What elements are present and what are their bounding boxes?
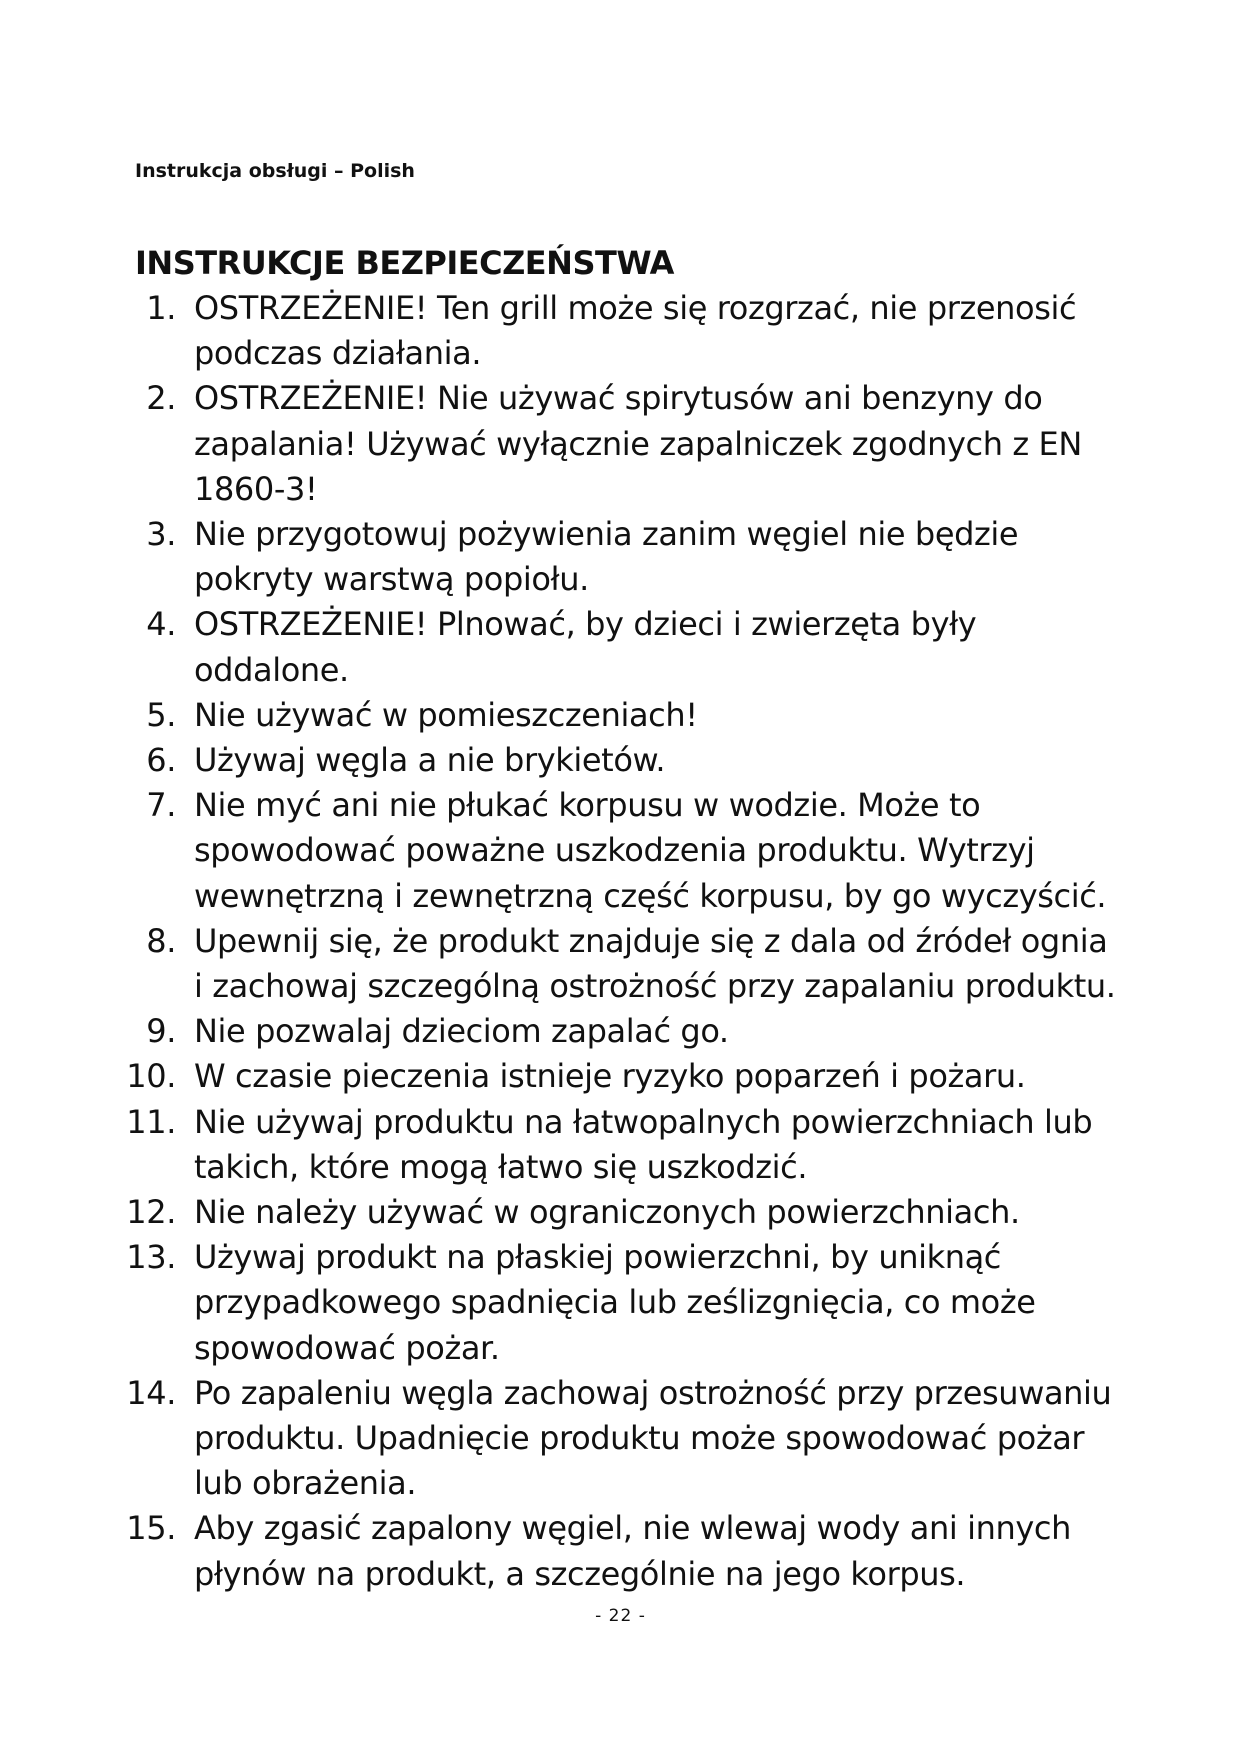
list-item-text: Aby zgasić zapalony węgiel, nie wlewaj wody ani innych płynów na produkt, a szczególnie na jego korpus. bbox=[194, 1509, 1071, 1593]
list-item-number: 5. bbox=[146, 695, 176, 734]
list-item-number: 14. bbox=[126, 1373, 176, 1412]
list-item-number: 11. bbox=[126, 1102, 176, 1141]
list-item-text: Używaj produkt na płaskiej powierzchni, by uniknąć przypadkowego spadnięcia lub ześlizgnięcia, co może spowodować pożar. bbox=[194, 1238, 1036, 1367]
list-item-text: OSTRZEŻENIE! Plnować, by dzieci i zwierzęta były oddalone. bbox=[194, 605, 977, 689]
list-item-text: Nie pozwalaj dzieciom zapalać go. bbox=[194, 1012, 729, 1051]
list-item-number: 7. bbox=[146, 786, 176, 825]
list-item bbox=[108, 1054, 1118, 1099]
list-item bbox=[108, 783, 1118, 919]
list-item-number: 10. bbox=[126, 1057, 176, 1096]
list-item-number: 13. bbox=[126, 1238, 176, 1277]
list-item-number: 12. bbox=[126, 1193, 176, 1232]
list-item-number: 6. bbox=[146, 741, 176, 780]
list-item bbox=[108, 1506, 1118, 1596]
manual-header-label: Instrukcja obsługi – Polish bbox=[135, 160, 415, 182]
list-item-number: 2. bbox=[146, 379, 176, 418]
list-item bbox=[108, 602, 1118, 692]
list-item-text: Upewnij się, że produkt znajduje się z dala od źródeł ognia i zachowaj szczególną ostrożność przy zapalaniu produktu. bbox=[194, 921, 1116, 1006]
list-item-text: Po zapaleniu węgla zachowaj ostrożność przy przesuwaniu produktu. Upadnięcie produktu może spowodować pożar lub obrażenia. bbox=[194, 1373, 1112, 1503]
list-item-text: OSTRZEŻENIE! Ten grill może się rozgrzać, nie przenosić podczas działania. bbox=[194, 289, 1077, 373]
list-item bbox=[108, 376, 1118, 512]
list-item-text: Nie używać w pomieszczeniach! bbox=[194, 695, 698, 734]
list-item-text: OSTRZEŻENIE! Nie używać spirytusów ani benzyny do zapalania! Używać wyłącznie zapalniczek zgodnych z EN 1860-3! bbox=[194, 379, 1082, 508]
list-item bbox=[108, 1190, 1118, 1235]
list-item bbox=[108, 1009, 1118, 1054]
list-item-text: Nie należy używać w ograniczonych powierzchniach. bbox=[194, 1193, 1020, 1232]
safety-instructions-list bbox=[108, 286, 1118, 1597]
list-item bbox=[108, 738, 1118, 783]
list-item bbox=[108, 919, 1118, 1009]
list-item-number: 15. bbox=[126, 1509, 176, 1548]
list-item bbox=[108, 512, 1118, 602]
list-item-text: Nie myć ani nie płukać korpusu w wodzie. Może to spowodować poważne uszkodzenia produktu. Wytrzyj wewnętrzną i zewnętrzną część korpusu, by go wyczyścić. bbox=[194, 786, 1107, 915]
list-item bbox=[108, 1100, 1118, 1190]
list-item bbox=[108, 1235, 1118, 1371]
list-item-text: W czasie pieczenia istnieje ryzyko poparzeń i pożaru. bbox=[194, 1057, 1026, 1096]
list-item-number: 3. bbox=[146, 515, 176, 554]
list-item bbox=[108, 693, 1118, 738]
list-item-number: 9. bbox=[146, 1012, 176, 1051]
page-number: - 22 - bbox=[595, 1606, 646, 1626]
list-item-number: 8. bbox=[146, 921, 176, 960]
list-item bbox=[108, 1371, 1118, 1507]
list-item-number: 1. bbox=[146, 289, 176, 327]
list-item bbox=[108, 286, 1118, 376]
section-title: INSTRUKCJE BEZPIECZEŃSTWA bbox=[135, 244, 674, 282]
list-item-number: 4. bbox=[146, 605, 176, 644]
list-item-text: Nie przygotowuj pożywienia zanim węgiel nie będzie pokryty warstwą popiołu. bbox=[194, 515, 1019, 599]
list-item-text: Używaj węgla a nie brykietów. bbox=[194, 741, 666, 780]
list-item-text: Nie używaj produktu na łatwopalnych powierzchniach lub takich, które mogą łatwo się uszkodzić. bbox=[194, 1102, 1093, 1186]
